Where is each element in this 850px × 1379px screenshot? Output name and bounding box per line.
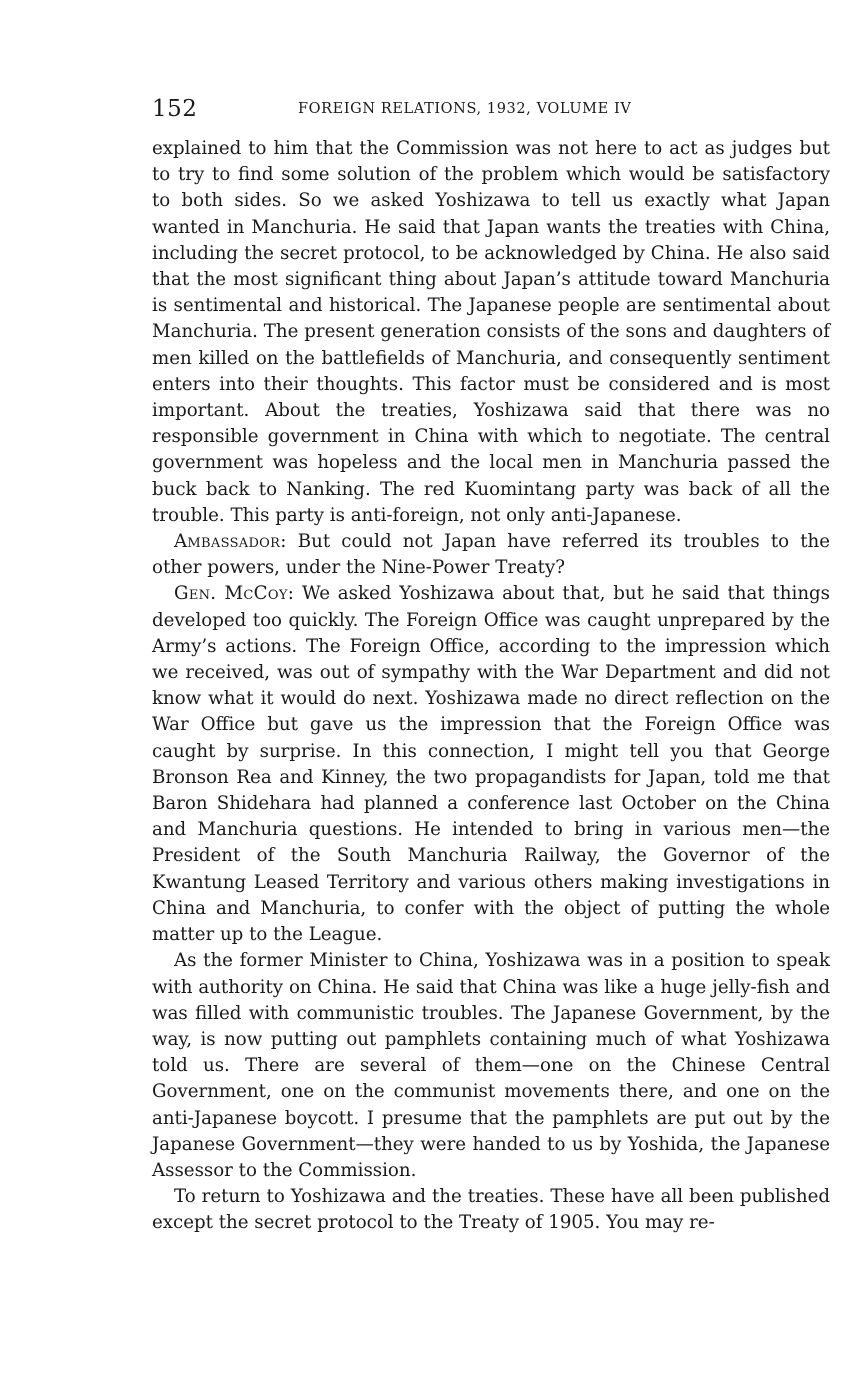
page-number: 152 <box>152 96 198 122</box>
paragraph-continuation <box>152 136 830 529</box>
document-page <box>152 96 830 1237</box>
paragraph-text: explained to him that the Commission was not here to act as judges but to try to find some solution of the problem which would be satisfactory to both sides. So we asked Yoshizawa to tell us exactly what Japan wanted in Manchuria. He said that Japan wants the treaties with China, including the secret protocol, to be acknowledged by China. He also said that the most significant thing about Japan’s attitude toward Manchuria is sentimental and historical. The Japanese people are sentimental about Manchuria. The present generation consists of the sons and daughters of men killed on the battlefields of Manchuria, and consequently sentiment enters into their thoughts. This factor must be considered and is most important. About the treaties, Yoshizawa said that there was no responsible government in China with which to negotiate. The central government was hopeless and the local men in Manchuria passed the buck back to Nanking. The red Kuomintang party was back of all the trouble. This party is anti-foreign, not only anti-Japanese. <box>152 138 830 526</box>
page-header <box>152 96 830 136</box>
paragraph-text: But could not Japan have referred its troubles to the other powers, under the Nine-Power Treaty? <box>152 531 830 579</box>
paragraph-former-minister <box>152 948 830 1184</box>
paragraph-text: We asked Yoshizawa about that, but he said that things developed too quickly. The Foreign Office was caught unprepared by the Army’s actions. The Foreign Office, according to the impression which we received, was out of sympathy with the War Department and did not know what it would do next. Yoshizawa made no direct reflection on the War Office but gave us the impression that the Foreign Office was caught by surprise. In this connection, I might tell you that George Bronson Rea and Kinney, the two propagandists for Japan, told me that Baron Shidehara had planned a conference last October on the China and Manchuria questions. He intended to bring in various men—the President of the South Manchuria Railway, the Governor of the Kwantung Leased Territory and various others making investigations in China and Manchuria, to confer with the object of putting the whole matter up to the League. <box>152 583 831 946</box>
paragraph-return-to-treaties <box>152 1184 830 1236</box>
speaker-label: Gen. McCoy: <box>174 583 295 605</box>
speaker-label: Ambassador: <box>174 531 287 553</box>
paragraph-text: As the former Minister to China, Yoshizawa was in a position to speak with authority on China. He said that China was like a huge jelly-fish and was filled with communistic troubles. The Japanese Government, by the way, is now putting out pamphlets containing much of what Yoshizawa told us. There are several of them—one on the Chinese Central Government, one on the communist movements there, and one on the anti-Japanese boycott. I presume that the pamphlets are put out by the Japanese Government—they were handed to us by Yoshida, the Japanese Assessor to the Commission. <box>152 950 830 1181</box>
body-text <box>152 136 830 1237</box>
paragraph-ambassador <box>152 529 830 581</box>
paragraph-text: To return to Yoshizawa and the treaties. These have all been published except the secret protocol to the Treaty of 1905. You may re- <box>152 1186 830 1234</box>
running-head: FOREIGN RELATIONS, 1932, VOLUME IV <box>298 101 632 117</box>
paragraph-gen-mccoy <box>152 581 830 948</box>
